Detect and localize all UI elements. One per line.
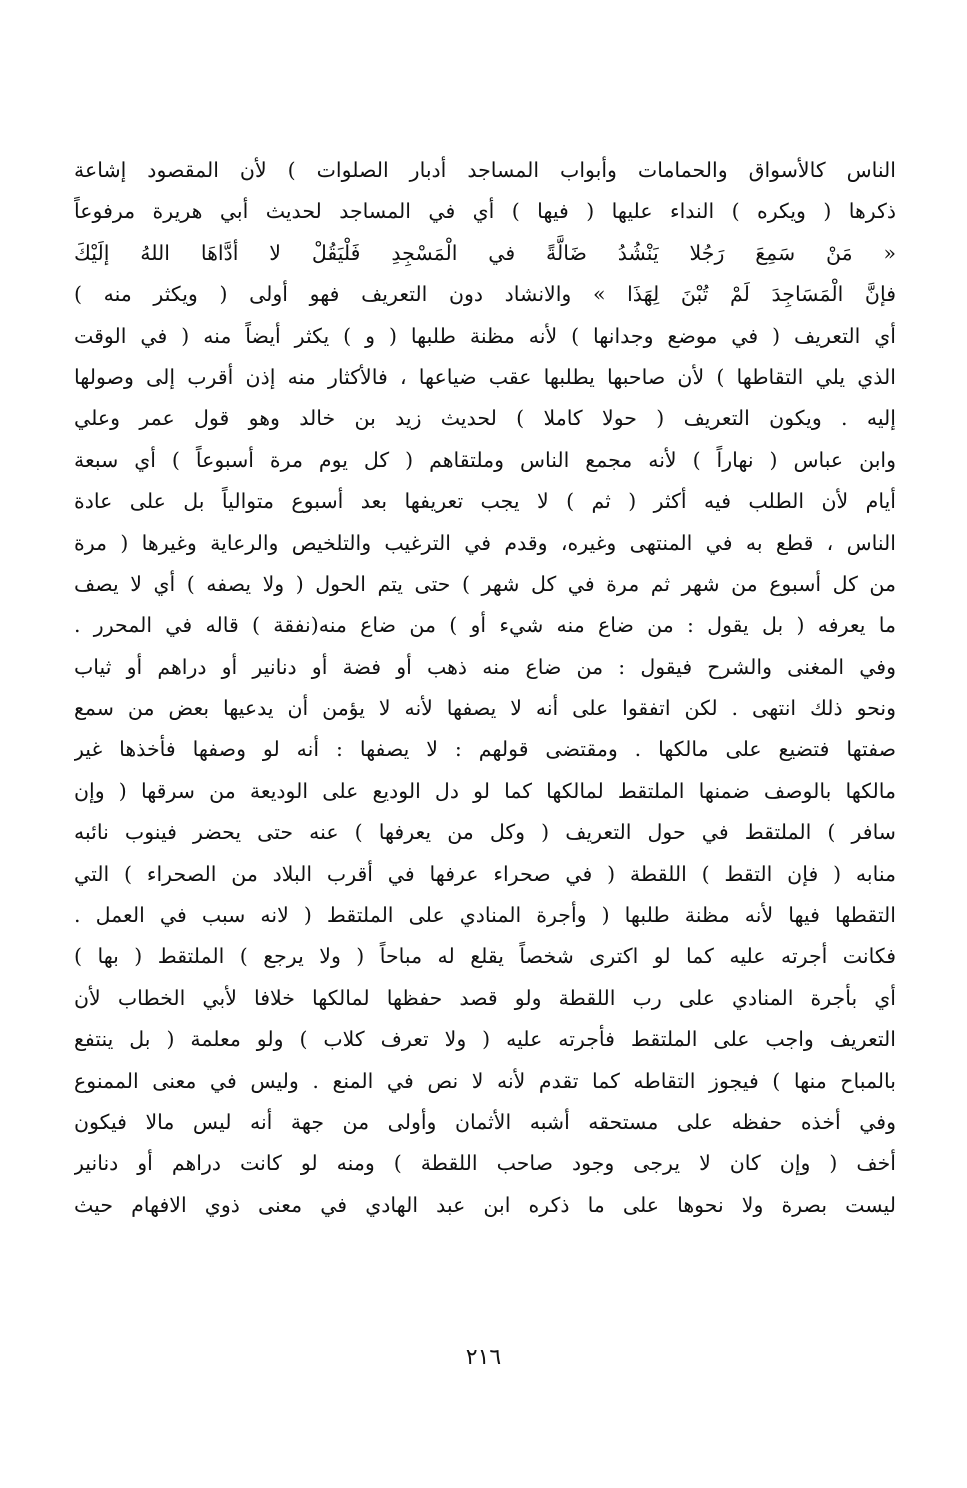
text-line: أي بأجرة المنادي على رب اللقطة ولو قصد حفظها لمالكها خلافا لأبي الخطاب لأن: [74, 985, 896, 1010]
text-line: صفتها فتضيع على مالكها . ومقتضى قولهم : لا يصفها : أنه لو وصفها فأخذها غير: [74, 737, 896, 762]
text-line: وابن عباس ( نهاراً ) لأنه مجمع الناس وملتقاهم ( كل يوم مرة أسبوعاً ) أي سبعة: [74, 447, 896, 472]
text-line: أي التعريف ( في موضع وجدانها ) لأنه مظنة طلبها ( و ) يكثر أيضاً منه ( في الوقت: [74, 323, 896, 348]
text-line: ونحو ذلك انتهى . لكن اتفقوا على أنه لا يصفها لأنه لا يؤمن أن يدعيها بعض من سمع: [74, 696, 896, 721]
text-line: الذي يلي التقاطها ) لأن صاحبها يطلبها عقب ضياعها ، فالأكثار منه إذن أقرب إلى وصولها: [74, 364, 896, 389]
text-line: الناس كالأسواق والحمامات وأبواب المساجد أدبار الصلوات ) لأن المقصود إشاعة: [74, 158, 896, 182]
page-body-text: [74, 150, 896, 1226]
text-line: ليست بصرة ولا نحوها على ما ذكره ابن عبد الهادي في معنى ذوي الافهام حيث: [74, 1192, 896, 1217]
text-line: منابه ( فإن التقط ) اللقطة ( في صحراء عرفها في أقرب البلاد من الصحراء ) التي: [74, 861, 896, 886]
text-line: أخف ( وإن كان لا يرجى وجود صاحب اللقطة ) ومنه لو كانت دراهم أو دنانير: [74, 1151, 896, 1176]
text-line: الناس ، قطع به في المنتهى وغيره، وقدم في الترغيب والتلخيص والرعاية وغيرها ( مرة: [74, 530, 896, 555]
text-line: سافر ) الملتقط في حول التعريف ( وكل من يعرفها ) عنه حتى يحضر فينوب نائبه: [74, 820, 896, 845]
text-line: فكانت أجرته عليه كما لو اكترى شخصاً يقلع له مباحاً ( ولا يرجع ) الملتقط ( بها ): [74, 944, 896, 969]
text-line: وفي المغنى والشرح فيقول : من ضاع منه ذهب أو فضة أو دنانير أو دراهم أو ثياب: [74, 654, 896, 679]
text-line: فإنَّ الْمَسَاجِدَ لَمْ تُبْنَ لِهَذَا » والانشاد دون التعريف فهو أولى ( ويكثر منه ): [74, 282, 896, 307]
text-line: بالمباح منها ) فيجوز التقاطه كما تقدم لأنه لا نص في المنع . وليس في معنى الممنوع: [74, 1068, 896, 1093]
text-line: « مَنْ سَمِعَ رَجُلا يَنْشُدُ ضَالَّةً في الْمَسْجِدِ فَلْيَقُلْ لا أدَّاهَا اللهُ إلَيْكَ: [74, 240, 896, 265]
text-line: التعريف واجب على الملتقط فأجرته عليه ( ولا تعرف كلاب ) ولو معلمة ( بل ينتفع: [74, 1027, 896, 1052]
text-line: ذكرها ( ويكره ) النداء عليها ( فيها ) أي في المساجد لحديث أبي هريرة مرفوعاً: [74, 199, 896, 224]
text-line: أيام لأن الطلب فيه أكثر ( ثم ) لا يجب تعريفها بعد أسبوع متوالياً بل على عادة: [74, 489, 896, 514]
text-line: التقطها فيها لأنه مظنة طلبها ( وأجرة المنادي على الملتقط ( لانه سبب في العمل .: [74, 903, 896, 928]
text-line: من كل أسبوع من شهر ثم مرة في كل شهر ) حتى يتم الحول ( ولا يصفه ) أي لا يصف: [74, 571, 896, 596]
text-line: مالكها بالوصف ضمنها الملتقط لمالكها كما لو دل الوديع على الوديعة من سرقها ( وإن: [74, 778, 896, 803]
page-number: ٢١٦: [465, 1345, 502, 1370]
text-line: إليه . ويكون التعريف ( حولا كاملا ) لحديث زيد بن خالد وهو قول عمر وعلي: [74, 406, 896, 431]
text-line: وفي أخذه حفظه على مستحقه أشبه الأثمان وأولى من جهة أنه ليس مالا فيكون: [74, 1109, 896, 1134]
text-line: ما يعرفه ( بل يقول : من ضاع منه شيء أو ) من ضاع منه(نفقة ) قاله في المحرر .: [74, 613, 896, 638]
